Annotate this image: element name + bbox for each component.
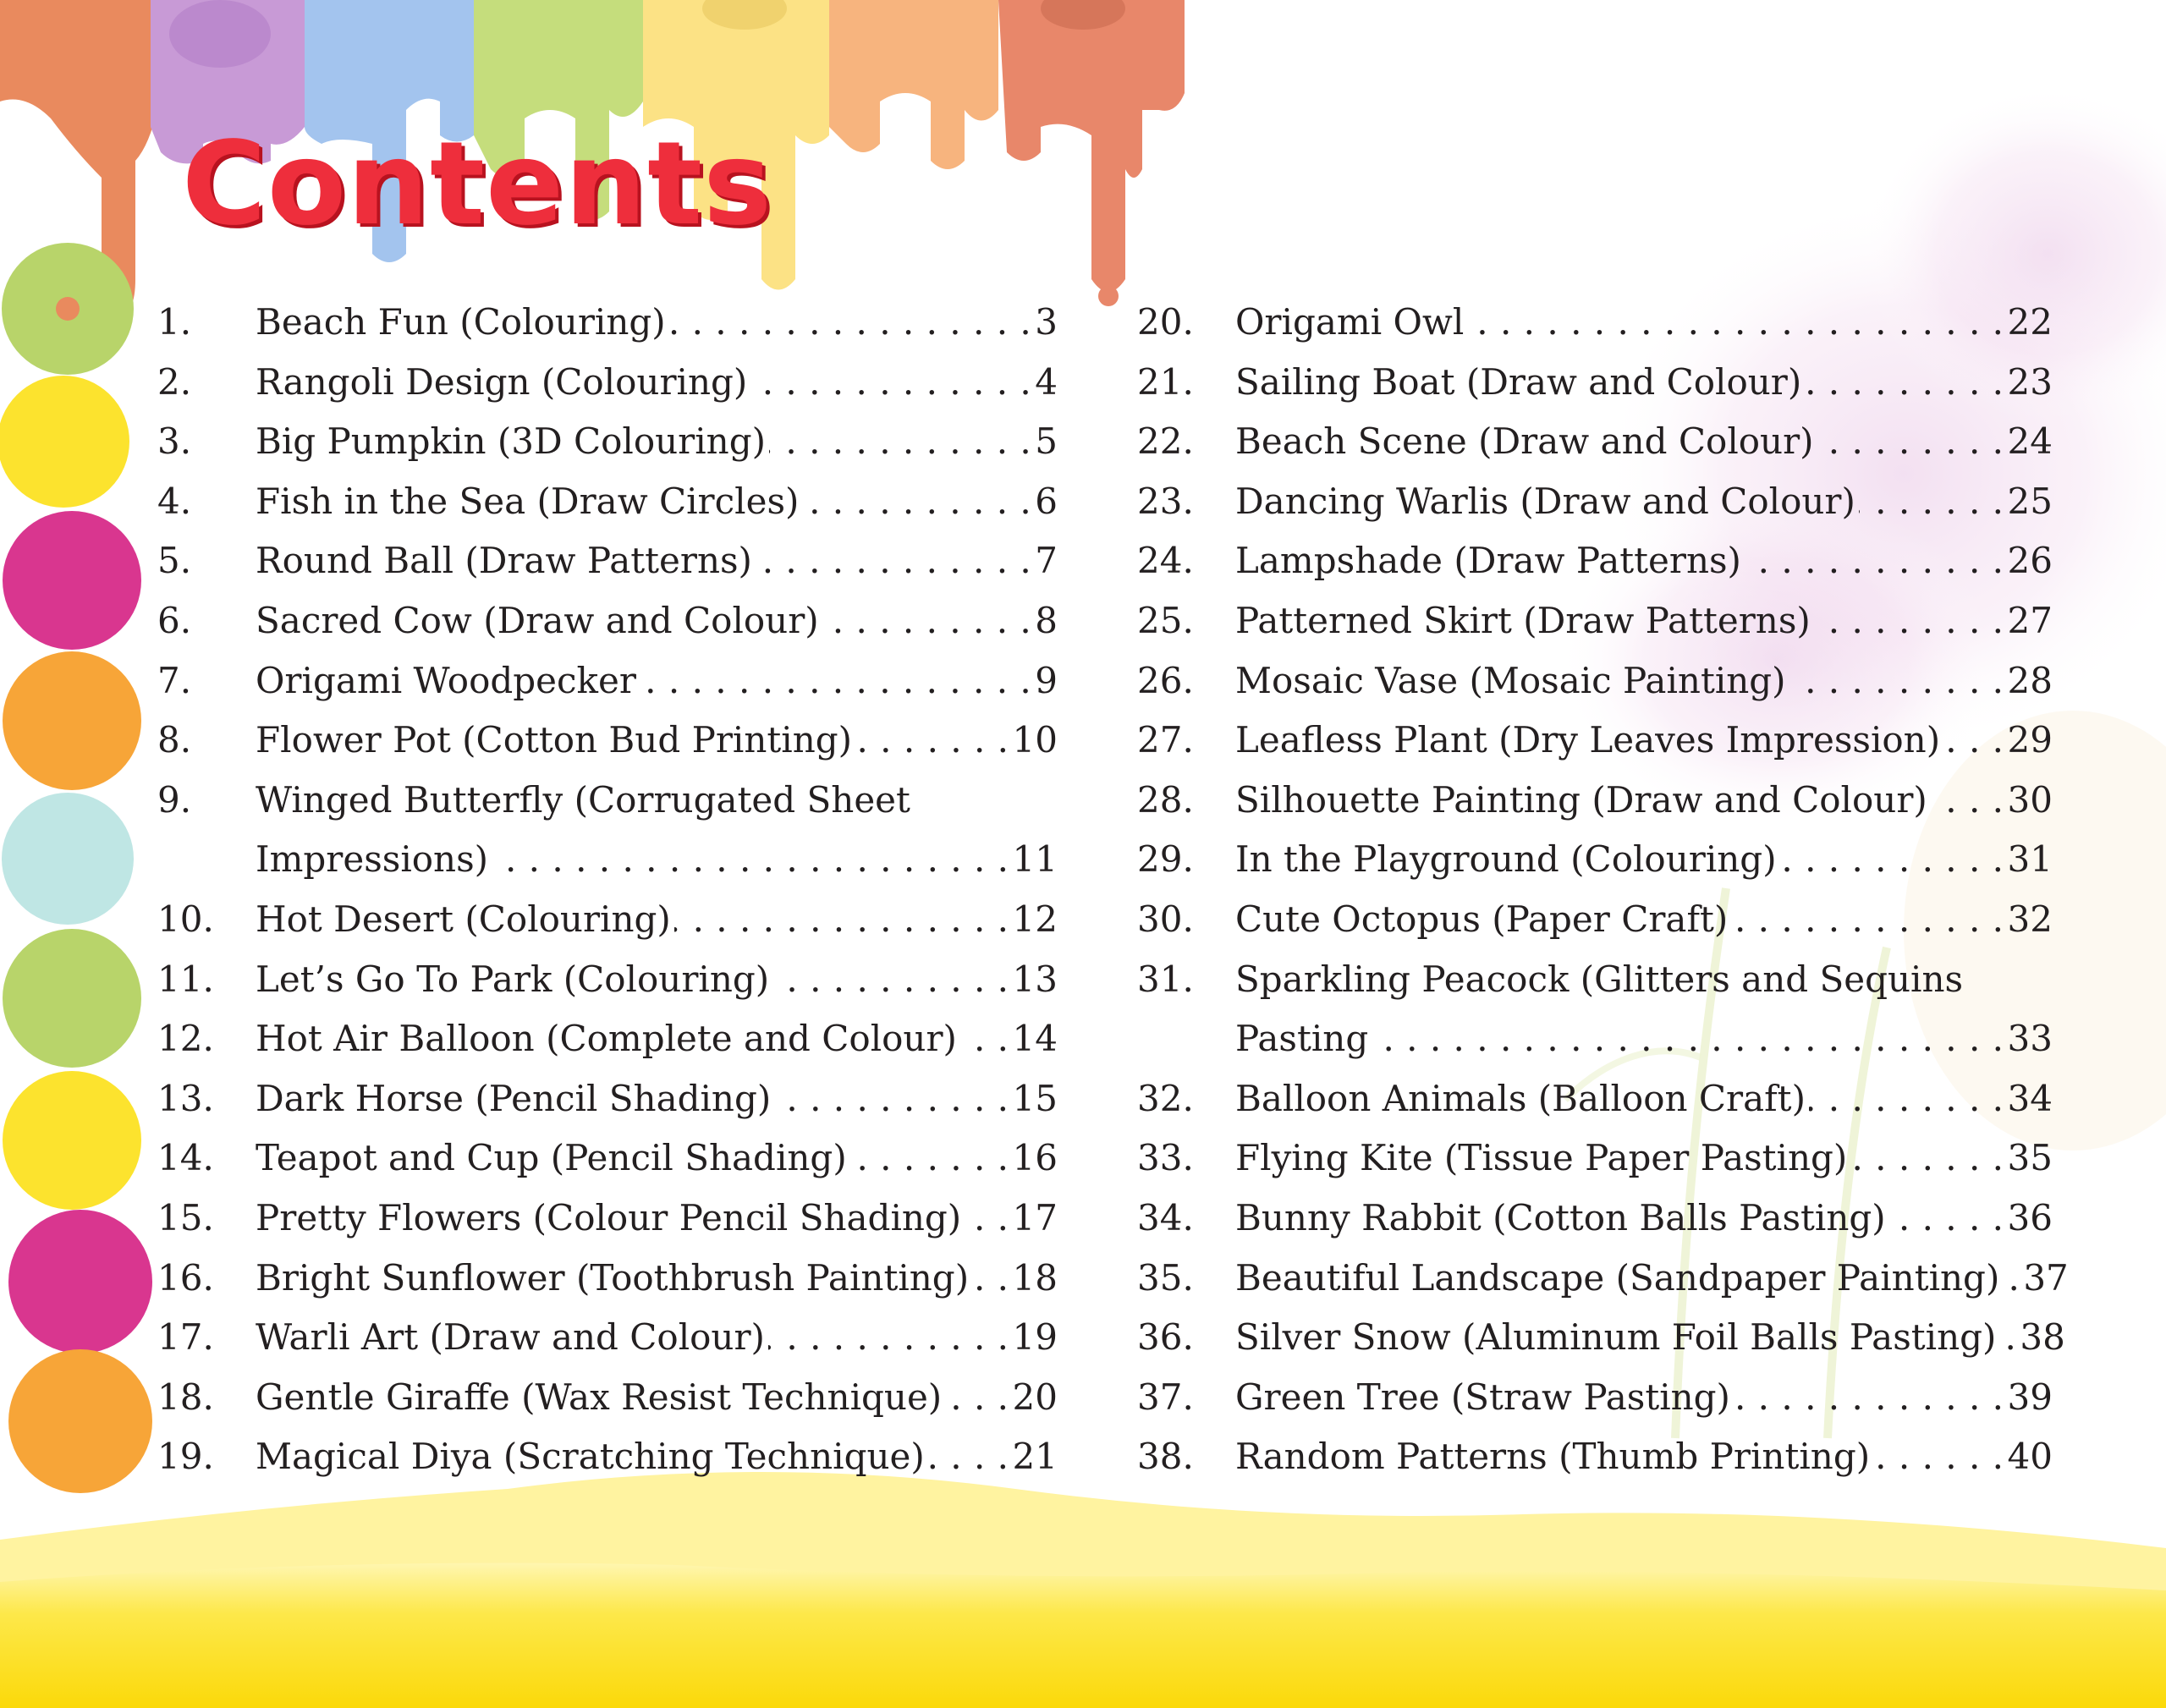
entry-title: In the Playground (Colouring): [1235, 838, 1777, 881]
toc-column-right: [1137, 293, 2069, 1487]
entry-number: 36.: [1137, 1316, 1194, 1359]
entry-page-number: 38: [2020, 1316, 2065, 1359]
toc-entry: [157, 1009, 1058, 1069]
entry-leader-line: [1235, 830, 2053, 890]
entry-number: 29.: [1137, 838, 1194, 881]
entry-number: 8.: [157, 719, 192, 761]
entry-leader-line: [1235, 1308, 2065, 1368]
entry-leader-line: [1235, 353, 2053, 413]
entry-page-number: 9: [1035, 659, 1058, 701]
entry-title: Let’s Go To Park (Colouring): [256, 958, 770, 1000]
entry-page-number: 16: [1012, 1137, 1058, 1179]
entry-page-number: 17: [1012, 1196, 1058, 1238]
entry-number: 25.: [1137, 599, 1194, 641]
toc-entry: [157, 950, 1058, 1010]
toc-entry: [1137, 651, 2053, 711]
toc-entry: [1137, 1189, 2053, 1249]
entry-number: 10.: [157, 898, 214, 940]
dot-leader: [855, 711, 1009, 771]
dot-leader: [1372, 1009, 2004, 1069]
entry-title: Hot Air Balloon (Complete and Colour): [256, 1018, 957, 1060]
entry-number: 17.: [157, 1316, 214, 1359]
entry-title: Origami Woodpecker: [256, 659, 636, 701]
toc-entry: [157, 890, 1058, 950]
dot-leader: [1817, 412, 2004, 472]
entry-leader-line: [256, 531, 1058, 591]
dot-leader: [1745, 531, 2004, 591]
dot-leader: [769, 412, 1031, 472]
entry-number: 16.: [157, 1256, 214, 1299]
entry-title: Silhouette Painting (Draw and Colour): [1235, 778, 1927, 821]
entry-number: 30.: [1137, 898, 1194, 940]
entry-number: 7.: [157, 659, 192, 701]
entry-leader-line: [1235, 531, 2053, 591]
entry-page-number: 30: [2007, 778, 2053, 821]
entry-page-number: 4: [1035, 360, 1058, 403]
toc-entry: [1137, 293, 2053, 353]
entry-title: Leafless Plant (Dry Leaves Impression): [1235, 719, 1941, 761]
entry-page-number: 7: [1035, 540, 1058, 582]
entry-title: Pasting: [1235, 1018, 1369, 1060]
toc-entry: [1137, 1368, 2053, 1428]
entry-number: 12.: [157, 1018, 214, 1060]
dot-leader: [1850, 1129, 2004, 1189]
dot-leader: [774, 1069, 1009, 1129]
entry-number: 14.: [157, 1137, 214, 1179]
entry-page-number: 8: [1035, 599, 1058, 641]
entry-title: Beach Fun (Colouring): [256, 301, 666, 343]
entry-leader-line: [256, 1249, 1058, 1309]
dot-leader: [945, 1368, 1009, 1428]
dot-leader: [772, 950, 1009, 1010]
entry-leader-line: [256, 412, 1058, 472]
toc-entry: [1137, 1308, 2065, 1368]
entry-page-number: 11: [1012, 838, 1058, 881]
entry-title: Hot Desert (Colouring): [256, 898, 671, 940]
entry-leader-line: [1235, 711, 2053, 771]
entry-page-number: 14: [1012, 1018, 1058, 1060]
entry-leader-line: [1235, 1009, 2053, 1069]
dot-leader: [802, 472, 1031, 532]
dot-leader: [822, 591, 1032, 651]
entry-page-number: 34: [2007, 1077, 2053, 1119]
entry-number: 38.: [1137, 1436, 1194, 1478]
entry-title: Silver Snow (Aluminum Foil Balls Pasting): [1235, 1316, 1997, 1359]
entry-leader-line: [256, 1189, 1058, 1249]
dot-leader: [928, 1427, 1009, 1487]
entry-page-number: 37: [2023, 1256, 2069, 1299]
dot-leader: [1780, 830, 2004, 890]
entry-title: Round Ball (Draw Patterns): [256, 540, 752, 582]
entry-page-number: 26: [2007, 540, 2053, 582]
entry-page-number: 21: [1012, 1436, 1058, 1478]
entry-leader-line: [1235, 1427, 2053, 1487]
entry-leader-line: [256, 353, 1058, 413]
entry-number: 26.: [1137, 659, 1194, 701]
entry-leader-line: [1235, 651, 2053, 711]
dot-leader: [1467, 293, 2004, 353]
entry-title: Big Pumpkin (3D Colouring): [256, 420, 766, 463]
entry-leader-line: [256, 1427, 1058, 1487]
entry-leader-line: [1235, 1129, 2053, 1189]
toc-entry: [1137, 591, 2053, 651]
entry-title: Bright Sunflower (Toothbrush Painting): [256, 1256, 970, 1299]
entry-page-number: 5: [1035, 420, 1058, 463]
toc-entry: [157, 1427, 1058, 1487]
entry-page-number: 25: [2007, 480, 2053, 522]
entry-leader-line: [1235, 1368, 2053, 1428]
entry-page-number: 15: [1012, 1077, 1058, 1119]
entry-title: Pretty Flowers (Colour Pencil Shading): [256, 1196, 962, 1238]
toc-entry: [1137, 1129, 2053, 1189]
entry-number: 37.: [1137, 1376, 1194, 1418]
toc-entry: [157, 771, 1058, 890]
entry-number: 4.: [157, 480, 192, 522]
dot-leader: [492, 830, 1009, 890]
entry-title-first-line: Sparkling Peacock (Glitters and Sequins: [1235, 958, 1964, 1000]
toc-entry: [157, 1069, 1058, 1129]
dot-leader: [750, 353, 1031, 413]
dot-leader: [1805, 353, 2004, 413]
toc-entry: [157, 591, 1058, 651]
dot-leader: [768, 1308, 1009, 1368]
dot-leader: [1999, 1308, 2016, 1368]
entry-page-number: 23: [2007, 360, 2053, 403]
entry-page-number: 6: [1035, 480, 1058, 522]
toc-entry: [157, 1308, 1058, 1368]
entry-leader-line: [256, 1129, 1058, 1189]
entry-leader-line: [1235, 1069, 2053, 1129]
entry-title: Balloon Animals (Balloon Craft): [1235, 1077, 1806, 1119]
dot-leader: [2003, 1249, 2020, 1309]
dot-leader: [1814, 591, 2004, 651]
entry-page-number: 18: [1012, 1256, 1058, 1299]
entry-number: 18.: [157, 1376, 214, 1418]
entry-number: 31.: [1137, 958, 1194, 1000]
dot-leader: [1731, 890, 2004, 950]
toc-entry: [1137, 531, 2053, 591]
entry-title: Lampshade (Draw Patterns): [1235, 540, 1741, 582]
entry-title: Mosaic Vase (Mosaic Painting): [1235, 659, 1786, 701]
entry-title: Sacred Cow (Draw and Colour): [256, 599, 819, 641]
entry-title: Rangoli Design (Colouring): [256, 360, 748, 403]
entry-page-number: 13: [1012, 958, 1058, 1000]
entry-leader-line: [1235, 591, 2053, 651]
toc-entry: [1137, 711, 2053, 771]
dot-leader: [850, 1129, 1009, 1189]
entry-title-first-line: Winged Butterfly (Corrugated Sheet: [256, 778, 910, 821]
toc-entry: [157, 1368, 1058, 1428]
entry-leader-line: [256, 711, 1058, 771]
entry-title: Green Tree (Straw Pasting): [1235, 1376, 1730, 1418]
entry-title: Teapot and Cup (Pencil Shading): [256, 1137, 847, 1179]
entry-number: 1.: [157, 301, 192, 343]
entry-title: Patterned Skirt (Draw Patterns): [1235, 599, 1811, 641]
entry-page-number: 24: [2007, 420, 2053, 463]
toc-entry: [157, 531, 1058, 591]
toc-entry: [1137, 353, 2053, 413]
entry-number: 2.: [157, 360, 192, 403]
entry-page-number: 35: [2007, 1137, 2053, 1179]
dot-leader: [972, 1249, 1009, 1309]
entry-page-number: 40: [2007, 1436, 2053, 1478]
entry-number: 19.: [157, 1436, 214, 1478]
toc-entry: [1137, 472, 2053, 532]
dot-leader: [1873, 1427, 2004, 1487]
entry-number: 24.: [1137, 540, 1194, 582]
entry-title: Bunny Rabbit (Cotton Balls Pasting): [1235, 1196, 1886, 1238]
contents-title: Contents: [182, 118, 773, 251]
entry-page-number: 29: [2007, 719, 2053, 761]
entry-leader-line: [256, 1308, 1058, 1368]
toc-entry: [157, 353, 1058, 413]
entry-number: 22.: [1137, 420, 1194, 463]
entry-number: 3.: [157, 420, 192, 463]
entry-title: Beautiful Landscape (Sandpaper Painting): [1235, 1256, 2000, 1299]
entry-title: Cute Octopus (Paper Craft): [1235, 898, 1729, 940]
entry-number: 5.: [157, 540, 192, 582]
toc-entry: [1137, 950, 2053, 1069]
entry-leader-line: [256, 472, 1058, 532]
entry-page-number: 36: [2007, 1196, 2053, 1238]
entry-page-number: 12: [1012, 898, 1058, 940]
entry-leader-line: [256, 651, 1058, 711]
dot-leader: [960, 1009, 1009, 1069]
entry-number: 9.: [157, 778, 192, 821]
entry-page-number: 39: [2007, 1376, 2053, 1418]
entry-leader-line: [1235, 771, 2053, 831]
toc-entry: [1137, 890, 2053, 950]
entry-number: 21.: [1137, 360, 1194, 403]
dot-leader: [669, 293, 1032, 353]
toc-entry: [1137, 1069, 2053, 1129]
toc-entry: [157, 711, 1058, 771]
toc-entry: [157, 412, 1058, 472]
toc-column-left: [157, 293, 1058, 1487]
entry-title: Flower Pot (Cotton Bud Printing): [256, 719, 853, 761]
entry-leader-line: [256, 890, 1058, 950]
entry-title: Beach Scene (Draw and Colour): [1235, 420, 1814, 463]
entry-number: 11.: [157, 958, 214, 1000]
entry-leader-line: [1235, 1249, 2069, 1309]
toc-entry: [1137, 1427, 2053, 1487]
entry-leader-line: [1235, 890, 2053, 950]
entry-leader-line: [1235, 293, 2053, 353]
entry-leader-line: [1235, 1189, 2053, 1249]
toc-entry: [157, 1129, 1058, 1189]
entry-page-number: 19: [1012, 1316, 1058, 1359]
entry-title: Fish in the Sea (Draw Circles): [256, 480, 800, 522]
dot-leader: [640, 651, 1031, 711]
dot-leader: [1943, 711, 2004, 771]
dot-leader: [1789, 651, 2004, 711]
toc-entry: [157, 1249, 1058, 1309]
toc-entry: [157, 472, 1058, 532]
entry-page-number: 32: [2007, 898, 2053, 940]
entry-page-number: 33: [2007, 1018, 2053, 1060]
entry-leader-line: [256, 1009, 1058, 1069]
entry-title: Sailing Boat (Draw and Colour): [1235, 360, 1802, 403]
entry-number: 34.: [1137, 1196, 1194, 1238]
entry-page-number: 22: [2007, 301, 2053, 343]
entry-number: 27.: [1137, 719, 1194, 761]
entry-title: Dark Horse (Pencil Shading): [256, 1077, 772, 1119]
dot-leader: [1809, 1069, 2004, 1129]
dot-leader: [1734, 1368, 2004, 1428]
entry-leader-line: [256, 950, 1058, 1010]
entry-title: Gentle Giraffe (Wax Resist Technique): [256, 1376, 943, 1418]
entry-number: 13.: [157, 1077, 214, 1119]
entry-leader-line: [256, 830, 1058, 890]
toc-entry: [157, 293, 1058, 353]
toc-entry: [1137, 412, 2053, 472]
dot-leader: [674, 890, 1009, 950]
dot-leader: [1889, 1189, 2004, 1249]
toc-entry: [157, 651, 1058, 711]
entry-title: Impressions): [256, 838, 489, 881]
yellow-ground-decoration: [0, 1472, 2166, 1708]
entry-number: 20.: [1137, 301, 1194, 343]
dot-leader: [1931, 771, 2004, 831]
entry-page-number: 20: [1012, 1376, 1058, 1418]
entry-leader-line: [256, 591, 1058, 651]
entry-leader-line: [256, 1069, 1058, 1129]
dot-leader: [965, 1189, 1009, 1249]
entry-title: Dancing Warlis (Draw and Colour): [1235, 480, 1855, 522]
dot-leader: [756, 531, 1031, 591]
entry-number: 28.: [1137, 778, 1194, 821]
entry-title: Warli Art (Draw and Colour): [256, 1316, 765, 1359]
entry-number: 23.: [1137, 480, 1194, 522]
entry-title: Origami Owl: [1235, 301, 1465, 343]
entry-title: Random Patterns (Thumb Printing): [1235, 1436, 1871, 1478]
entry-title: Flying Kite (Tissue Paper Pasting): [1235, 1137, 1848, 1179]
entry-leader-line: [256, 1368, 1058, 1428]
entry-title: Magical Diya (Scratching Technique): [256, 1436, 925, 1478]
entry-number: 32.: [1137, 1077, 1194, 1119]
toc-entry: [1137, 1249, 2069, 1309]
entry-number: 6.: [157, 599, 192, 641]
dot-leader: [1859, 472, 2004, 532]
entry-leader-line: [1235, 472, 2053, 532]
entry-page-number: 28: [2007, 659, 2053, 701]
entry-leader-line: [256, 293, 1058, 353]
entry-page-number: 10: [1012, 719, 1058, 761]
entry-page-number: 27: [2007, 599, 2053, 641]
entry-number: 33.: [1137, 1137, 1194, 1179]
entry-page-number: 31: [2007, 838, 2053, 881]
entry-leader-line: [1235, 412, 2053, 472]
entry-number: 15.: [157, 1196, 214, 1238]
toc-entry: [1137, 771, 2053, 831]
toc-entry: [1137, 830, 2053, 890]
side-dots-decoration: [0, 243, 152, 1493]
entry-number: 35.: [1137, 1256, 1194, 1299]
entry-page-number: 3: [1035, 301, 1058, 343]
toc-entry: [157, 1189, 1058, 1249]
